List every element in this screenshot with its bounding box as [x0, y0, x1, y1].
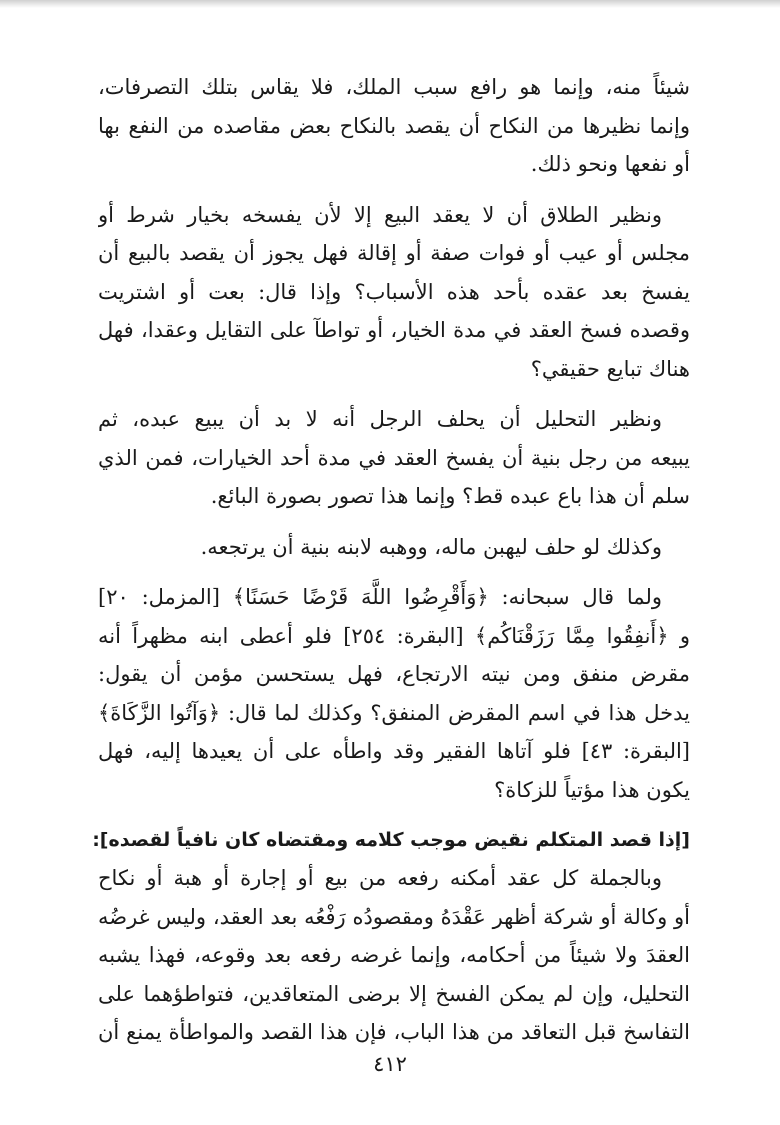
text-line: سلم أن هذا باع عبده قط؟ وإنما هذا تصور بصورة البائع.	[210, 484, 690, 508]
text-line: هناك تبايع حقيقي؟	[530, 356, 690, 381]
section-heading: [إذا قصد المتكلم نقيض موجب كلامه ومقتضاه كان نافياً لقصده]:	[92, 829, 690, 851]
paragraph	[98, 68, 690, 184]
text-line: وقصده فسخ العقد في مدة الخيار، أو تواطآ على التقايل وعقدا، فهل	[98, 318, 690, 342]
text-line: وكذلك لو حلف ليهبن ماله، ووهبه لابنه بنية أن يرتجعه.	[200, 534, 662, 559]
paragraph	[98, 196, 690, 389]
text-line: التفاسخ قبل التعاقد من هذا الباب، فإن هذا القصد والمواطأة يمنع أن	[98, 1020, 690, 1044]
text-line: العقدَ ولا شيئاً من أحكامه، وإنما غرضه رفعه بعد وقوعه، فهذا يشبه	[98, 943, 690, 967]
text-line: يفسخ بعد عقده بأحد هذه الأسباب؟ وإذا قال: بعت أو اشتريت	[98, 279, 690, 304]
text-line: وبالجملة كل عقد أمكنه رفعه من بيع أو إجارة أو هبة أو نكاح	[98, 866, 662, 890]
text-line: وإنما نظيرها من النكاح أن يقصد بالنكاح بعض مقاصده من النفع بها	[98, 113, 690, 138]
text-line: يكون هذا مؤتياً للزكاة؟	[494, 777, 690, 802]
paragraph	[98, 400, 690, 516]
text-line: أو وكالة أو شركة أظهر عَقْدَهُ ومقصودُه رَفْعُه بعد العقد، وليس غرضُه	[98, 904, 690, 929]
paragraph	[98, 578, 690, 809]
text-line: [البقرة: ٤٣] فلو آتاها الفقير وقد واطأه على أن يعيدها إليه، فهل	[98, 739, 690, 763]
text-line: أو نفعها ونحو ذلك.	[530, 152, 690, 176]
text-line: شيئاً منه، وإنما هو رافع سبب الملك، فلا يقاس بتلك التصرفات،	[98, 75, 690, 99]
text-line: ولما قال سبحانه: ﴿وَأَقْرِضُوا اللَّهَ قَرْضًا حَسَنًا﴾ [المزمل: ٢٠]	[98, 585, 662, 609]
text-line: مجلس أو عيب أو فوات صفة أو إقالة فهل يجوز أن يقصد بالبيع أن	[98, 241, 690, 265]
page-number: ٤١٢	[373, 1052, 407, 1076]
page-top-edge	[0, 0, 780, 8]
text-line: مقرض منفق ومن نيته الارتجاع، فهل يستحسن مؤمن أن يقول:	[98, 662, 690, 686]
text-line: ونظير التحليل أن يحلف الرجل أنه لا بد أن يبيع عبده، ثم	[98, 407, 662, 431]
page-body	[92, 68, 690, 1052]
text-line: يدخل هذا في اسم المقرض المنفق؟ وكذلك لما قال: ﴿وَآتُوا الزَّكَاةَ﴾	[98, 700, 690, 725]
text-line: ونظير الطلاق أن لا يعقد البيع إلا لأن يفسخه بخيار شرط أو	[98, 202, 662, 227]
text-line: التحليل، وإن لم يمكن الفسخ إلا برضى المتعاقدين، فتواطؤهما على	[98, 981, 690, 1006]
paragraph	[98, 528, 690, 567]
text-line: و ﴿أَنفِقُوا مِمَّا رَزَقْنَاكُم﴾ [البقرة: ٢٥٤] فلو أعطى ابنه مظهراً أنه	[98, 623, 690, 648]
text-line: يبيعه من رجل بنية أن يفسخ العقد في مدة أحد الخيارات، فمن الذي	[98, 445, 690, 470]
paragraph	[98, 859, 690, 1052]
